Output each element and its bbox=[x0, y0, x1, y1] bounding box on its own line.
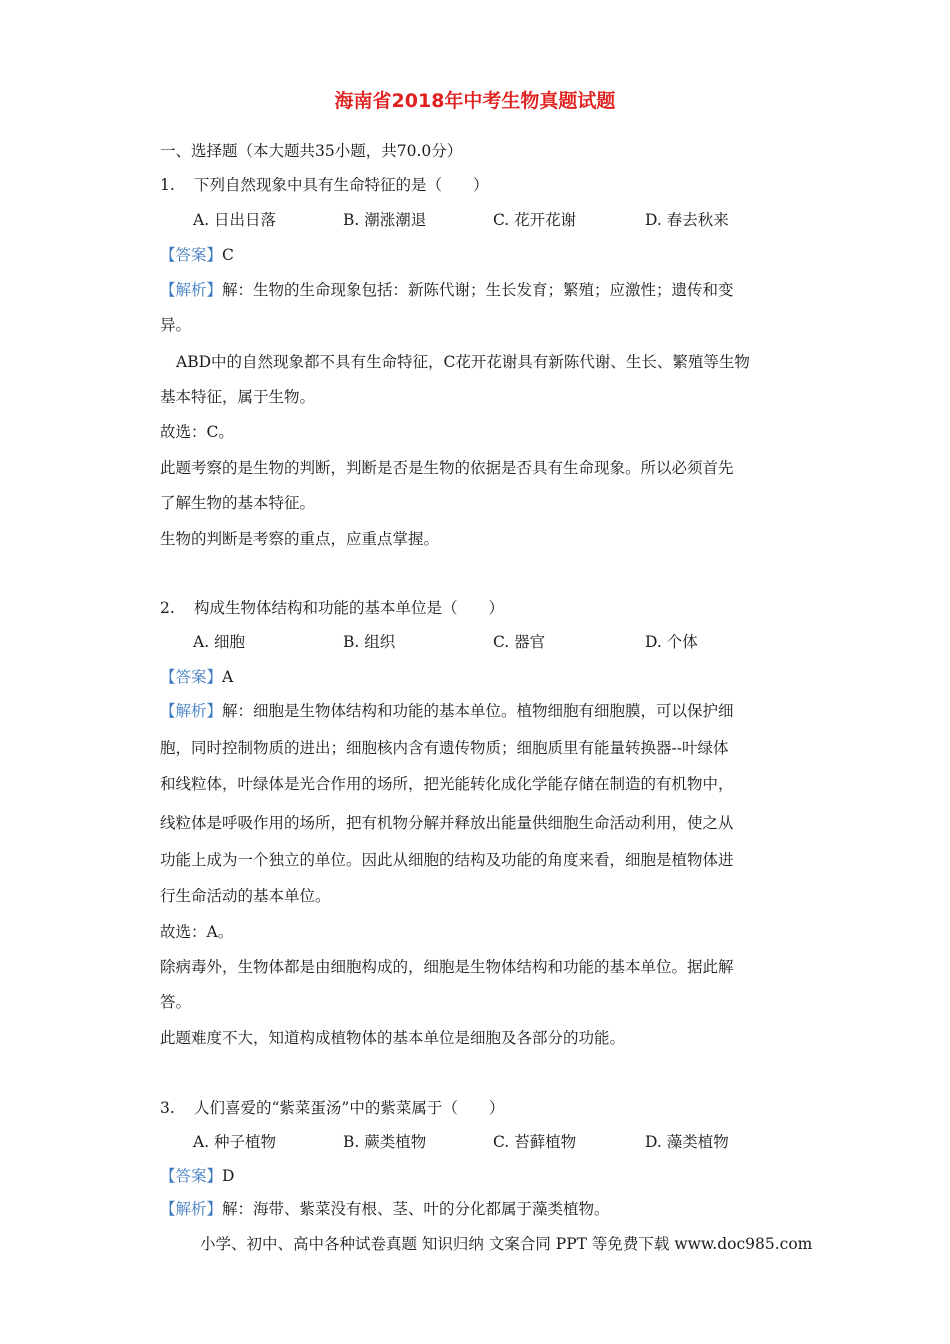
question-stem: 构成生物体结构和功能的基本单位是（ ） bbox=[194, 599, 505, 617]
analysis-text: 行生命活动的基本单位。 bbox=[160, 887, 331, 905]
question-stem: 下列自然现象中具有生命特征的是（ ） bbox=[194, 176, 489, 194]
analysis-text: 解：细胞是生物体结构和功能的基本单位。植物细胞有细胞膜，可以保护细 bbox=[222, 702, 734, 720]
analysis-text: 解：海带、紫菜没有根、茎、叶的分化都属于藻类植物。 bbox=[222, 1200, 610, 1218]
question-number: 3. bbox=[160, 1099, 175, 1117]
analysis-text: 故选：A。 bbox=[160, 923, 234, 941]
answer-value: D bbox=[222, 1167, 235, 1185]
analysis-tag: 【解析】 bbox=[160, 281, 223, 299]
analysis-text: 此题难度不大，知道构成植物体的基本单位是细胞及各部分的功能。 bbox=[160, 1029, 626, 1047]
answer-line bbox=[160, 243, 234, 265]
option-a: A. 日出日落 bbox=[193, 211, 277, 229]
answer-line bbox=[160, 665, 233, 687]
analysis-text: 了解生物的基本特征。 bbox=[160, 494, 316, 512]
analysis-text: 胞，同时控制物质的进出；细胞核内含有遗传物质；细胞质里有能量转换器--叶绿体 bbox=[160, 739, 729, 757]
analysis-line bbox=[160, 1197, 610, 1219]
analysis-text: 基本特征，属于生物。 bbox=[160, 388, 316, 406]
page-title: 海南省2018年中考生物真题试题 bbox=[334, 90, 616, 112]
answer-tag: 【答案】 bbox=[160, 668, 223, 686]
option-a: A. 种子植物 bbox=[193, 1133, 277, 1151]
option-a: A. 细胞 bbox=[193, 633, 246, 651]
option-c: C. 花开花谢 bbox=[493, 211, 577, 229]
page-footer: 小学、初中、高中各种试卷真题 知识归纳 文案合同 PPT 等免费下载 www.doc985.com bbox=[200, 1235, 813, 1253]
option-b: B. 蕨类植物 bbox=[343, 1133, 427, 1151]
analysis-line bbox=[160, 699, 734, 721]
section-heading: 一、选择题（本大题共35小题，共70.0分） bbox=[160, 142, 463, 160]
answer-line bbox=[160, 1164, 234, 1186]
analysis-text: 答。 bbox=[160, 993, 192, 1011]
answer-value: C bbox=[222, 246, 234, 264]
analysis-text: ABD中的自然现象都不具有生命特征，C花开花谢具有新陈代谢、生长、繁殖等生物 bbox=[176, 353, 750, 371]
option-c: C. 器官 bbox=[493, 633, 546, 651]
analysis-text: 异。 bbox=[160, 316, 192, 334]
analysis-line bbox=[160, 278, 734, 300]
answer-value: A bbox=[222, 668, 234, 686]
analysis-text: 生物的判断是考察的重点，应重点掌握。 bbox=[160, 530, 440, 548]
analysis-text: 功能上成为一个独立的单位。因此从细胞的结构及功能的角度来看，细胞是植物体进 bbox=[160, 851, 734, 869]
analysis-text: 线粒体是呼吸作用的场所，把有机物分解并释放出能量供细胞生命活动利用，使之从 bbox=[160, 814, 734, 832]
option-d: D. 藻类植物 bbox=[645, 1133, 729, 1151]
analysis-text: 故选：C。 bbox=[160, 423, 234, 441]
option-d: D. 个体 bbox=[645, 633, 698, 651]
option-b: B. 组织 bbox=[343, 633, 396, 651]
question-2 bbox=[160, 596, 504, 618]
analysis-text: 和线粒体，叶绿体是光合作用的场所，把光能转化成化学能存储在制造的有机物中， bbox=[160, 775, 734, 793]
option-b: B. 潮涨潮退 bbox=[343, 211, 427, 229]
option-c: C. 苔藓植物 bbox=[493, 1133, 577, 1151]
analysis-text: 此题考察的是生物的判断，判断是否是生物的依据是否具有生命现象。所以必须首先 bbox=[160, 459, 734, 477]
analysis-text: 解：生物的生命现象包括：新陈代谢；生长发育；繁殖；应激性；遗传和变 bbox=[222, 281, 734, 299]
question-1 bbox=[160, 173, 489, 195]
answer-tag: 【答案】 bbox=[160, 1167, 223, 1185]
analysis-tag: 【解析】 bbox=[160, 702, 223, 720]
analysis-text: 除病毒外，生物体都是由细胞构成的，细胞是生物体结构和功能的基本单位。据此解 bbox=[160, 958, 734, 976]
analysis-tag: 【解析】 bbox=[160, 1200, 223, 1218]
question-3 bbox=[160, 1096, 504, 1118]
question-stem: 人们喜爱的“紫菜蛋汤”中的紫菜属于（ ） bbox=[194, 1099, 505, 1117]
answer-tag: 【答案】 bbox=[160, 246, 223, 264]
question-number: 2. bbox=[160, 599, 175, 617]
option-d: D. 春去秋来 bbox=[645, 211, 729, 229]
question-number: 1. bbox=[160, 176, 175, 194]
